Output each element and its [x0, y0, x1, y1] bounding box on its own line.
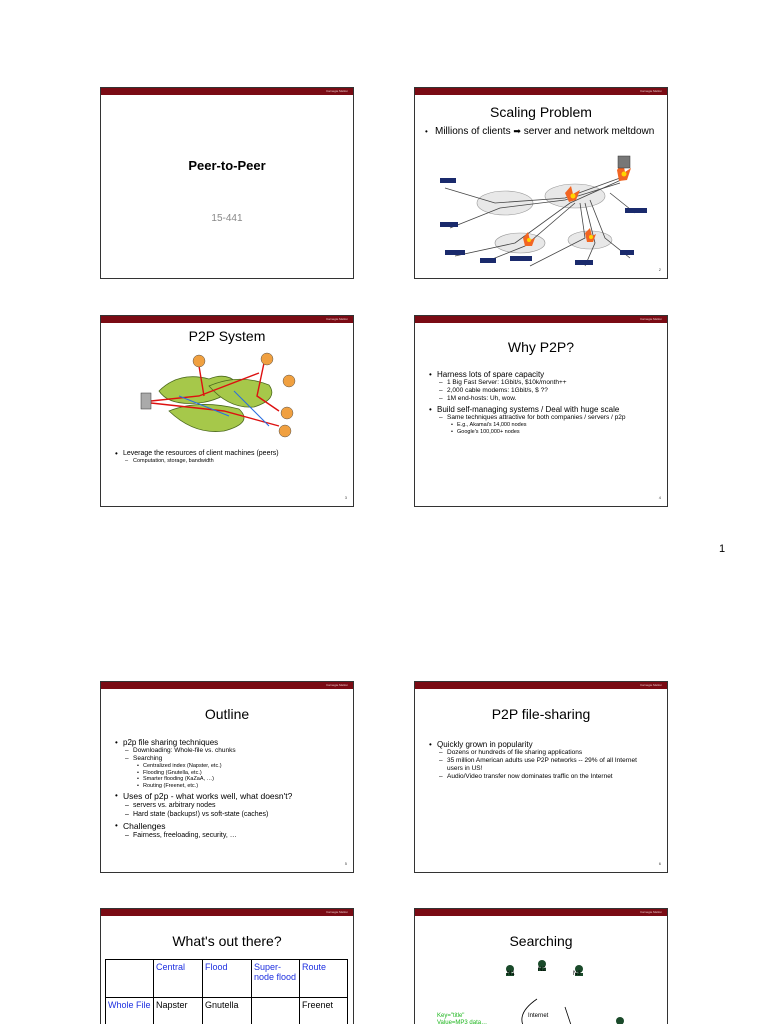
slide-sub-bullet: – Dozens or hundreds of file sharing applications	[427, 749, 649, 757]
slide-sub-bullet: – servers vs. arbitrary nodes	[113, 801, 345, 810]
slide-number: 6	[658, 861, 661, 866]
brand-label: Carnegie Mellon	[640, 683, 662, 687]
slide-header-bar	[101, 88, 353, 95]
table-row	[106, 998, 348, 1024]
table-header-row	[106, 960, 348, 998]
slide-header-bar	[415, 909, 667, 916]
slide-8	[414, 908, 668, 1024]
slide-sub-bullet: – 35 million American adults use P2P networks -- 29% of all Internet users in US!	[427, 757, 649, 773]
bullet-text-1: Millions of clients	[435, 126, 511, 137]
slide-title: P2P System	[188, 328, 266, 344]
slide-sub-bullet: – Computation, storage, bandwidth	[113, 458, 343, 465]
node-icons	[495, 959, 645, 1024]
slide-title: Scaling Problem	[490, 104, 592, 120]
table-header-cell: Central	[154, 960, 203, 998]
brand-label: Carnegie Mellon	[640, 317, 662, 321]
cloud-label: Internet	[528, 1013, 549, 1019]
node-label-n2: N2	[538, 967, 546, 973]
slide-1	[100, 87, 354, 279]
slide-bullet: • Leverage the resources of client machines (peers)	[113, 449, 343, 458]
brand-label: Carnegie Mellon	[326, 89, 348, 93]
brand-label: Carnegie Mellon	[640, 910, 662, 914]
slide-bullet: • Build self-managing systems / Deal with huge scale	[427, 405, 659, 414]
slide-sub-bullet: – Downloading: Whole-file vs. chunks	[113, 747, 345, 755]
slide-title: What's out there?	[172, 933, 282, 949]
slide-sub-sub-bullet: • Flooding (Gnutella, etc.)	[113, 770, 345, 777]
table-header-cell: Route	[300, 960, 348, 998]
slide-3	[100, 315, 354, 507]
slide-sub-bullet: – Fairness, freeloading, security, …	[113, 831, 345, 840]
slide-7	[100, 908, 354, 1024]
slide-sub-bullet: – Same techniques attractive for both companies / servers / p2p	[427, 414, 659, 422]
slide-header-bar	[101, 909, 353, 916]
slide-sub-sub-bullet: • Centralized index (Napster, etc.)	[113, 763, 345, 770]
slide-6	[414, 681, 668, 873]
slide-4	[414, 315, 668, 507]
slide-header-bar	[415, 316, 667, 323]
slide-title: Peer-to-Peer	[188, 158, 266, 173]
slide-bullet: • Uses of p2p - what works well, what doesn't?	[113, 791, 345, 801]
table-row-header: Whole File	[106, 998, 154, 1024]
slide-title: Outline	[204, 706, 250, 722]
table-header-cell: Flood	[203, 960, 252, 998]
slide-sub-sub-bullet: • Smarter flooding (KaZaA, …)	[113, 776, 345, 783]
slide-bullet: • Millions of clients ➡ server and network meltdown	[425, 126, 655, 137]
slide-sub-sub-bullet: • Google's 100,000+ nodes	[427, 429, 659, 436]
slide-header-bar	[415, 88, 667, 95]
slide-number: 2	[658, 267, 661, 272]
slide-sub-sub-bullet: • E.g., Akamai's 14,000 nodes	[427, 422, 659, 429]
page-number: 1	[719, 543, 726, 555]
slide-sub-bullet: – 2,000 cable modems: 1Gbit/s, $ ??	[427, 387, 659, 395]
p2p-system-diagram	[139, 351, 309, 446]
slide-bullet: • Quickly grown in popularity	[427, 740, 649, 749]
slide-sub-bullet: – 1 Big Fast Server: 1Gbit/s, $10k/month++	[427, 379, 659, 387]
brand-label: Carnegie Mellon	[326, 317, 348, 321]
bullet-text-2: server and network meltdown	[523, 126, 655, 137]
slide-bullet: • Harness lots of spare capacity	[427, 370, 659, 379]
slide-bullet: • p2p file sharing techniques	[113, 738, 345, 747]
value-label: Value=MP3 data…	[437, 1020, 488, 1024]
slide-number: 4	[658, 495, 661, 500]
slide-bullet: • Challenges	[113, 821, 345, 831]
slide-number: 3	[344, 495, 347, 500]
slide-header-bar	[101, 682, 353, 689]
table-cell	[106, 960, 154, 998]
brand-label: Carnegie Mellon	[326, 683, 348, 687]
slide-sub-bullet: – 1M end-hosts: Uh, wow.	[427, 395, 659, 403]
table-cell: Napster	[154, 998, 203, 1024]
slide-title: P2P file-sharing	[491, 706, 591, 722]
table-header-cell: Super-node flood	[252, 960, 300, 998]
node-label-n1: N1	[507, 971, 515, 977]
slide-header-bar	[101, 316, 353, 323]
slide-sub-bullet: – Audio/Video transfer now dominates traffic on the Internet	[427, 773, 649, 781]
slide-sub-bullet: – Searching	[113, 755, 345, 763]
node-label-n3: N3	[573, 971, 581, 977]
slide-number: 5	[344, 861, 347, 866]
slide-subtitle: 15-441	[211, 213, 243, 224]
brand-label: Carnegie Mellon	[640, 89, 662, 93]
slide-5	[100, 681, 354, 873]
key-label: Key="title"	[437, 1013, 465, 1019]
network-meltdown-diagram	[435, 148, 655, 273]
table-cell	[252, 998, 300, 1024]
slide-header-bar	[415, 682, 667, 689]
slide-sub-bullet: – Hard state (backups!) vs soft-state (caches)	[113, 810, 345, 819]
comparison-table	[105, 959, 348, 1024]
table-cell: Freenet	[300, 998, 348, 1024]
brand-label: Carnegie Mellon	[326, 910, 348, 914]
slide-title: Searching	[509, 933, 573, 949]
table-cell: Gnutella	[203, 998, 252, 1024]
slide-title: Why P2P?	[507, 339, 575, 355]
slide-sub-sub-bullet: • Routing (Freenet, etc.)	[113, 783, 345, 790]
slide-2	[414, 87, 668, 279]
